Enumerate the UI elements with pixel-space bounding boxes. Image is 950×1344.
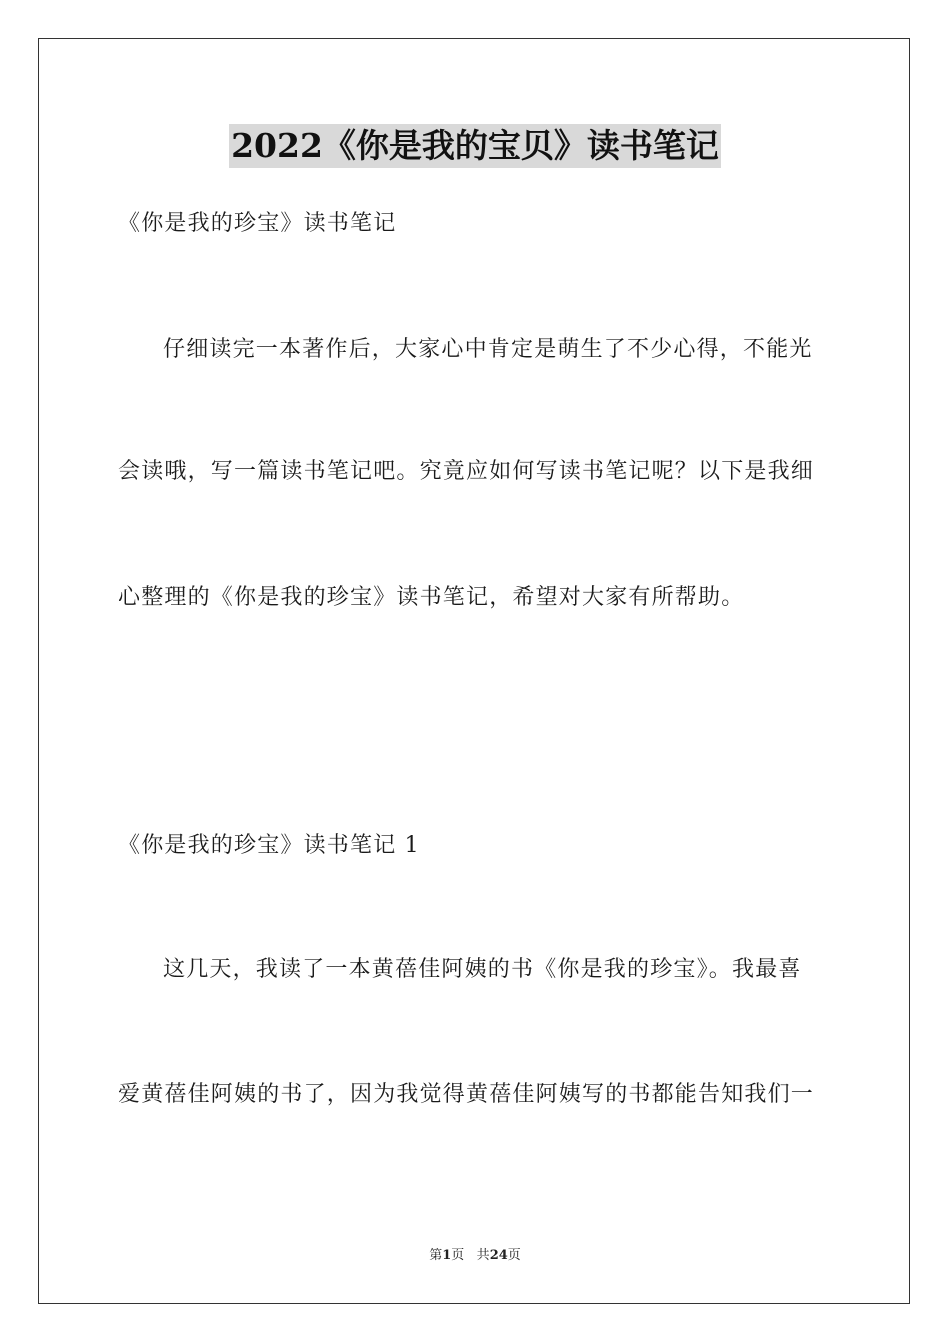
paragraph-line: 心整理的《你是我的珍宝》读书笔记，希望对大家有所帮助。 (118, 585, 745, 610)
total-suffix: 页 (507, 1248, 521, 1263)
page-number: 1 (442, 1248, 452, 1263)
page-prefix: 第 (429, 1248, 443, 1263)
section-heading: 《你是我的珍宝》读书笔记 1 (118, 833, 420, 858)
paragraph-line: 这几天，我读了一本黄蓓佳阿姨的书《你是我的珍宝》。我最喜 (163, 957, 802, 982)
total-pages: 24 (489, 1248, 508, 1263)
paragraph-line: 仔细读完一本著作后，大家心中肯定是萌生了不少心得，不能光 (163, 337, 813, 362)
page-footer (0, 1246, 950, 1266)
title-container (0, 124, 950, 168)
document-title: 2022《你是我的宝贝》读书笔记 (229, 124, 721, 168)
page-suffix: 页 (451, 1248, 465, 1263)
subtitle-line: 《你是我的珍宝》读书笔记 (118, 211, 397, 236)
total-prefix: 共 (476, 1248, 490, 1263)
paragraph-line: 爱黄蓓佳阿姨的书了，因为我觉得黄蓓佳阿姨写的书都能告知我们一 (118, 1082, 815, 1107)
paragraph-line: 会读哦，写一篇读书笔记吧。究竟应如何写读书笔记呢？以下是我细 (118, 459, 815, 484)
